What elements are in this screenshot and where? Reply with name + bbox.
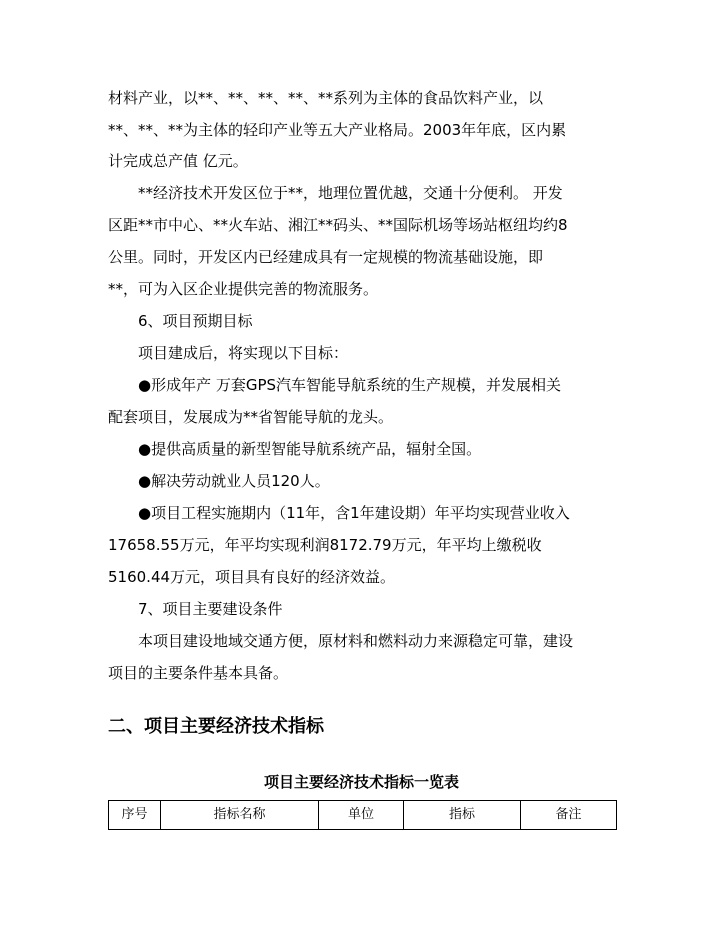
paragraph-line: 材料产业，以**、**、**、**、**系列为主体的食品饮料产业，以	[108, 89, 544, 107]
header-cell-name: 指标名称	[161, 801, 319, 830]
header-cell-remark: 备注	[521, 801, 617, 830]
indicator-table	[108, 800, 617, 830]
paragraph-line: 项目建成后，将实现以下目标：	[138, 344, 349, 362]
header-cell-unit: 单位	[319, 801, 404, 830]
header-cell-value: 指标	[404, 801, 521, 830]
section-subtitle: 6、项目预期目标	[138, 312, 253, 330]
bullet-item: ●项目工程实施期内（11年，含1年建设期）年平均实现营业收入	[138, 504, 570, 522]
paragraph-line: 配套项目，发展成为**省智能导航的龙头。	[108, 408, 394, 426]
paragraph-line: 区距**市中心、**火车站、湘江**码头、**国际机场等场站枢纽均约8	[108, 216, 568, 234]
paragraph-line: 本项目建设地域交通方便，原材料和燃料动力来源稳定可靠，建设	[138, 632, 574, 650]
paragraph-line: 项目的主要条件基本具备。	[108, 664, 289, 682]
paragraph-line: **，可为入区企业提供完善的物流服务。	[108, 280, 379, 298]
paragraph-line: 计完成总产值 亿元。	[108, 152, 248, 170]
paragraph-line: 5160.44万元，项目具有良好的经济效益。	[108, 568, 396, 586]
bullet-item: ●提供高质量的新型智能导航系统产品，辐射全国。	[138, 440, 482, 458]
table-header-row	[109, 801, 617, 830]
section-heading: 二、项目主要经济技术指标	[108, 716, 324, 737]
paragraph-line: 17658.55万元，年平均实现利润8172.79万元，年平均上缴税收	[108, 536, 542, 554]
bullet-item: ●形成年产 万套GPS汽车智能导航系统的生产规模，并发展相关	[138, 376, 562, 394]
section-subtitle: 7、项目主要建设条件	[138, 600, 283, 618]
paragraph-line: **、**、**为主体的轻印产业等五大产业格局。2003年年底，区内累	[108, 121, 567, 139]
table-title: 项目主要经济技术指标一览表	[263, 773, 459, 791]
paragraph-line: 公里。同时，开发区内已经建成具有一定规模的物流基础设施，即	[108, 248, 544, 266]
paragraph-line: **经济技术开发区位于**，地理位置优越，交通十分便利。 开发	[138, 184, 563, 202]
header-cell-index: 序号	[109, 801, 161, 830]
bullet-item: ●解决劳动就业人员120人。	[138, 472, 330, 490]
